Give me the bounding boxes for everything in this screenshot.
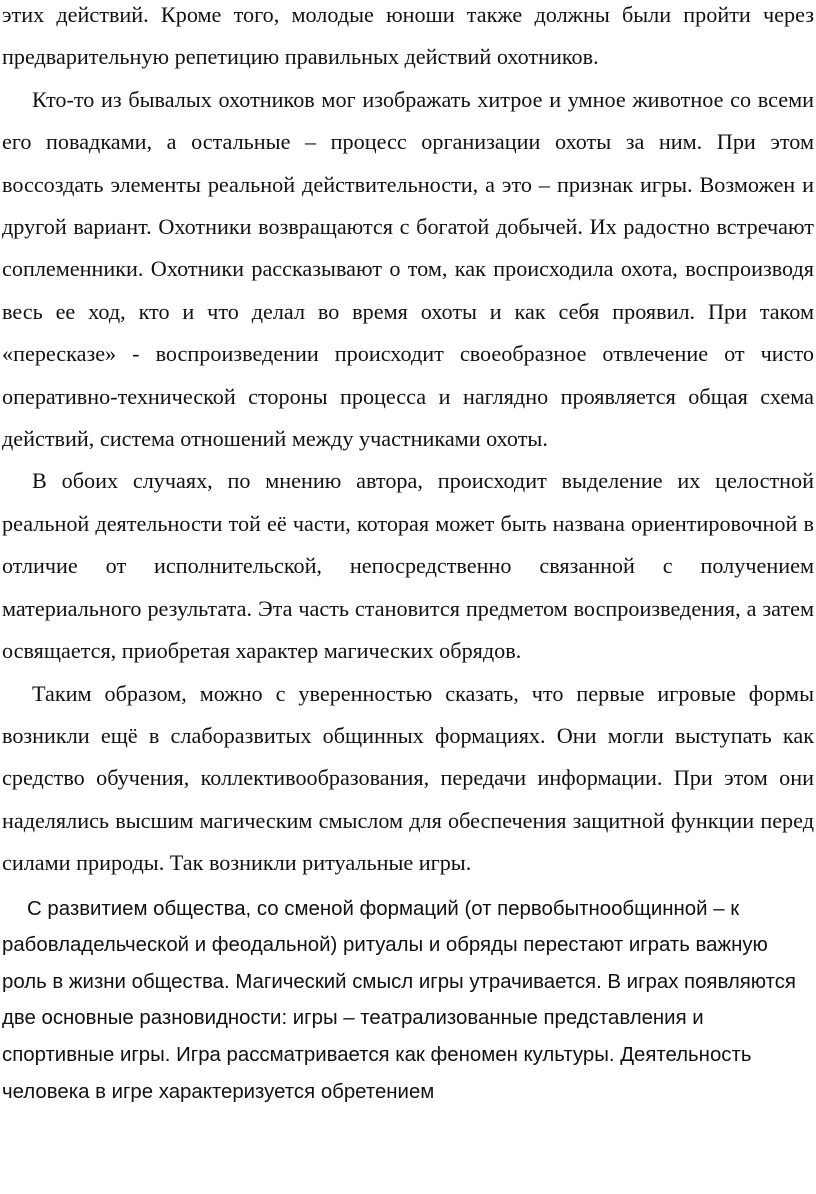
paragraph-conclusion: Таким образом, можно с уверенностью сказать, что первые игровые формы возникли ещё в слаборазвитых общинных формациях. Они могли выступать как средство обучения, коллективообразования, передачи информации. При этом они наделялись высшим магическим смыслом для обеспечения защитной функции перед силами природы. Так возникли ритуальные игры. — [2, 680, 814, 876]
document-body-sans — [2, 891, 814, 1111]
paragraph-hunters: Кто-то из бывалых охотников мог изображать хитрое и умное животное со всеми его повадками, а остальные – процесс организации охоты за ним. При этом воссоздать элементы реальной действительности, а это – признак игры. Возможен и другой вариант. Охотники возвращаются с богатой добычей. Их радостно встречают соплеменники. Охотники рассказывают о том, как происходила охота, воспроизводя весь ее ход, кто и что делал во время охоты и как себя проявил. При таком «пересказе» - воспроизведении происходит своеобразное отвлечение от чисто оперативно-технической стороны процесса и наглядно проявляется общая схема действий, система отношений между участниками охоты. — [2, 86, 814, 452]
document-body — [2, 0, 814, 885]
paragraph-both-cases: В обоих случаях, по мнению автора, происходит выделение их целостной реальной деятельности той её части, которая может быть названа ориентировочной в отличие от исполнительской, непосредственно связанной с получением материального результата. Эта часть становится предметом воспроизведения, а затем освящается, приобретая характер магических обрядов. — [2, 468, 814, 664]
paragraph-society-development: С развитием общества, со сменой формаций (от первобытнообщинной – к рабовладельческой и феодальной) ритуалы и обряды перестают играть важную роль в жизни общества. Магический смысл игры утрачивается. В играх появляются две основные разновидности: игры – театрализованные представления и спортивные игры. Игра рассматривается как феномен культуры. Деятельность человека в игре характеризуется обретением — [2, 897, 796, 1103]
paragraph-continuation: этих действий. Кроме того, молодые юноши также должны были пройти через предварительную репетицию правильных действий охотников. — [2, 2, 814, 70]
